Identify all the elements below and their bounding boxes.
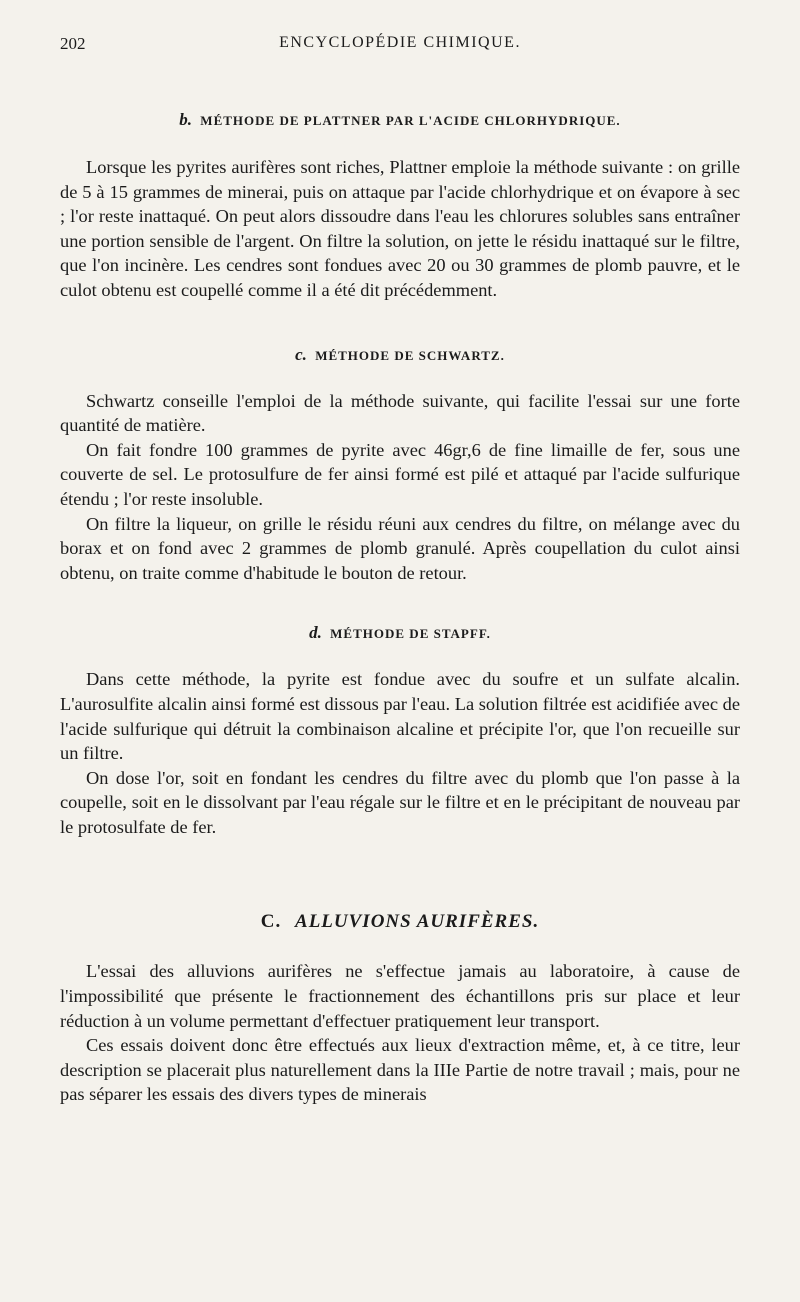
subsection-title: MÉTHODE DE PLATTNER PAR L'ACIDE CHLORHYDRIQUE. — [200, 113, 621, 128]
paragraph-alluvions-1: L'essai des alluvions aurifères ne s'effectue jamais au laboratoire, à cause de l'impossibilité que présente le fractionnement des échantillons pris sur place et leur réduction à un volume permettant d'effectuer pratiquement leur transport. — [60, 961, 740, 1031]
page-number: 202 — [60, 34, 86, 53]
subsection-heading-schwartz — [60, 345, 740, 365]
subsection-heading-plattner — [60, 110, 740, 130]
subsection-letter: d. — [309, 623, 322, 643]
subsection-title: MÉTHODE DE SCHWARTZ. — [315, 347, 505, 363]
section-title: ALLUVIONS AURIFÈRES. — [295, 911, 540, 933]
running-header — [60, 34, 740, 60]
paragraph-schwartz-2: On fait fondre 100 grammes de pyrite avec 46gr,6 de fine limaille de fer, sous une couverte de sel. Le protosulfure de fer ainsi formé est pilé et attaqué par l'acide sulfurique étendu ; l'or reste insoluble. — [60, 439, 740, 509]
paragraph-schwartz-3: On filtre la liqueur, on grille le résidu réuni aux cendres du filtre, on mélange avec du borax et on fond avec 2 grammes de plomb granulé. Après coupellation du culot ainsi obtenu, on traite comme d'habitude le bouton de retour. — [60, 513, 740, 583]
section-heading-alluvions — [60, 911, 740, 933]
running-title: ENCYCLOPÉDIE CHIMIQUE. — [279, 34, 521, 51]
paragraph-alluvions-2: Ces essais doivent donc être effectués aux lieux d'extraction même, et, à ce titre, leur description se placerait plus naturellement dans la IIIe Partie de notre travail ; mais, pour ne pas séparer les essais des divers types de minerais — [60, 1035, 740, 1105]
subsection-letter: c. — [295, 344, 307, 364]
paragraph-stapff-2: On dose l'or, soit en fondant les cendres du filtre avec du plomb que l'on passe à la coupelle, soit en le dissolvant par l'eau régale sur le filtre et en le précipitant de nouveau par le protosulfate de fer. — [60, 767, 740, 837]
subsection-letter: b. — [179, 110, 193, 129]
page-body — [60, 110, 740, 1107]
section-number: C. — [260, 911, 282, 933]
subsection-heading-stapff — [60, 623, 740, 643]
paragraph-schwartz-1: Schwartz conseille l'emploi de la méthode suivante, qui facilite l'essai sur une forte quantité de matière. — [60, 390, 740, 436]
paragraph-plattner: Lorsque les pyrites aurifères sont riches, Plattner emploie la méthode suivante : on grille de 5 à 15 grammes de minerai, puis on attaque par l'acide chlorhydrique et on évapore à sec ; l'or reste inattaqué. On peut alors dissoudre dans l'eau les chlorures solubles sans entraîner une portion sensible de l'argent. On filtre la solution, on jette le résidu inattaqué sur le filtre, que l'on incinère. Les cendres sont fondues avec 20 ou 30 grammes de plomb pauvre, et le culot obtenu est coupellé comme il a été dit précédemment. — [60, 157, 740, 300]
paragraph-stapff-1: Dans cette méthode, la pyrite est fondue avec du soufre et un sulfate alcalin. L'aurosulfite alcalin ainsi formé est dissous par l'eau. La solution filtrée est acidifiée avec de l'acide sulfurique qui détruit la combinaison alcaline et précipite l'or, que l'on recueille sur un filtre. — [60, 669, 740, 764]
subsection-title: MÉTHODE DE STAPFF. — [330, 626, 491, 642]
